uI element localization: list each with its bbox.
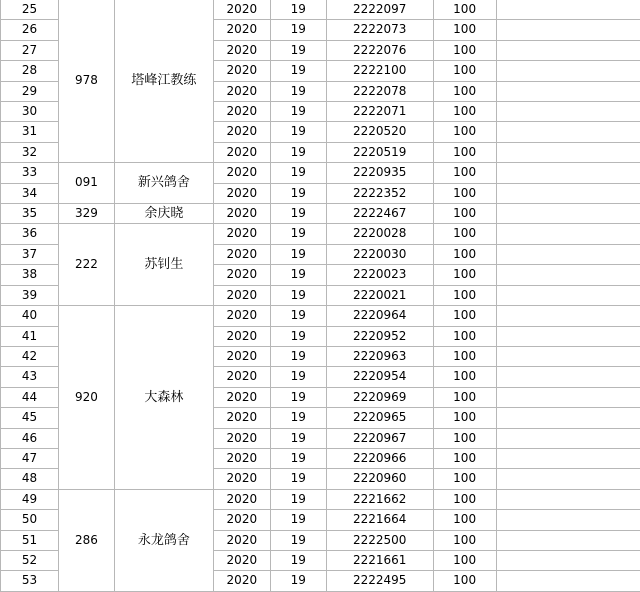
row-index-cell[interactable]: 30 <box>1 102 59 122</box>
empty-cell[interactable] <box>496 122 640 142</box>
age-cell[interactable]: 19 <box>270 20 326 40</box>
empty-cell[interactable] <box>496 61 640 81</box>
empty-cell[interactable] <box>496 102 640 122</box>
ring-number-cell[interactable]: 2220967 <box>326 428 433 448</box>
score-cell[interactable]: 100 <box>433 102 496 122</box>
score-cell[interactable]: 100 <box>433 346 496 366</box>
row-index-cell[interactable]: 42 <box>1 346 59 366</box>
age-cell[interactable]: 19 <box>270 163 326 183</box>
empty-cell[interactable] <box>496 285 640 305</box>
owner-name-cell[interactable]: 塔峰江教练 <box>114 0 213 163</box>
empty-cell[interactable] <box>496 326 640 346</box>
score-cell[interactable]: 100 <box>433 20 496 40</box>
ring-number-cell[interactable]: 2222078 <box>326 81 433 101</box>
row-index-cell[interactable]: 53 <box>1 571 59 591</box>
empty-cell[interactable] <box>496 0 640 20</box>
row-index-cell[interactable]: 29 <box>1 81 59 101</box>
year-cell[interactable]: 2020 <box>213 183 270 203</box>
age-cell[interactable]: 19 <box>270 326 326 346</box>
ring-number-cell[interactable]: 2221661 <box>326 550 433 570</box>
owner-code-cell[interactable]: 286 <box>58 489 114 591</box>
table-row <box>1 489 640 509</box>
empty-cell[interactable] <box>496 387 640 407</box>
empty-cell[interactable] <box>496 81 640 101</box>
table-row <box>1 204 640 224</box>
empty-cell[interactable] <box>496 469 640 489</box>
age-cell[interactable]: 19 <box>270 244 326 264</box>
year-cell[interactable]: 2020 <box>213 489 270 509</box>
row-index-cell[interactable]: 38 <box>1 265 59 285</box>
age-cell[interactable]: 19 <box>270 428 326 448</box>
score-cell[interactable]: 100 <box>433 510 496 530</box>
ring-number-cell[interactable]: 2220965 <box>326 408 433 428</box>
empty-cell[interactable] <box>496 367 640 387</box>
row-index-cell[interactable]: 52 <box>1 550 59 570</box>
age-cell[interactable]: 19 <box>270 224 326 244</box>
row-index-cell[interactable]: 35 <box>1 204 59 224</box>
age-cell[interactable]: 19 <box>270 367 326 387</box>
row-index-cell[interactable]: 26 <box>1 20 59 40</box>
age-cell[interactable]: 19 <box>270 550 326 570</box>
empty-cell[interactable] <box>496 530 640 550</box>
empty-cell[interactable] <box>496 20 640 40</box>
score-cell[interactable]: 100 <box>433 387 496 407</box>
year-cell[interactable]: 2020 <box>213 408 270 428</box>
score-cell[interactable]: 100 <box>433 367 496 387</box>
owner-name-cell[interactable]: 苏钊生 <box>114 224 213 306</box>
year-cell[interactable]: 2020 <box>213 530 270 550</box>
row-index-cell[interactable]: 34 <box>1 183 59 203</box>
ring-number-cell[interactable]: 2222100 <box>326 61 433 81</box>
empty-cell[interactable] <box>496 510 640 530</box>
ring-number-cell[interactable]: 2221662 <box>326 489 433 509</box>
age-cell[interactable]: 19 <box>270 346 326 366</box>
score-cell[interactable]: 100 <box>433 183 496 203</box>
empty-cell[interactable] <box>496 183 640 203</box>
ring-number-cell[interactable]: 2220023 <box>326 265 433 285</box>
owner-name-cell[interactable]: 永龙鸽舍 <box>114 489 213 591</box>
row-index-cell[interactable]: 45 <box>1 408 59 428</box>
score-cell[interactable]: 100 <box>433 81 496 101</box>
ring-number-cell[interactable]: 2222500 <box>326 530 433 550</box>
score-cell[interactable]: 100 <box>433 61 496 81</box>
ring-number-cell[interactable]: 2222352 <box>326 183 433 203</box>
age-cell[interactable]: 19 <box>270 122 326 142</box>
ring-number-cell[interactable]: 2220954 <box>326 367 433 387</box>
row-index-cell[interactable]: 47 <box>1 448 59 468</box>
year-cell[interactable]: 2020 <box>213 40 270 60</box>
row-index-cell[interactable]: 49 <box>1 489 59 509</box>
year-cell[interactable]: 2020 <box>213 326 270 346</box>
score-cell[interactable]: 100 <box>433 326 496 346</box>
age-cell[interactable]: 19 <box>270 204 326 224</box>
row-index-cell[interactable]: 46 <box>1 428 59 448</box>
year-cell[interactable]: 2020 <box>213 204 270 224</box>
empty-cell[interactable] <box>496 142 640 162</box>
age-cell[interactable]: 19 <box>270 306 326 326</box>
year-cell[interactable]: 2020 <box>213 306 270 326</box>
year-cell[interactable]: 2020 <box>213 61 270 81</box>
score-cell[interactable]: 100 <box>433 469 496 489</box>
row-index-cell[interactable]: 37 <box>1 244 59 264</box>
ring-number-cell[interactable]: 2222495 <box>326 571 433 591</box>
owner-code-cell[interactable]: 978 <box>58 0 114 163</box>
score-cell[interactable]: 100 <box>433 244 496 264</box>
ring-number-cell[interactable]: 2220028 <box>326 224 433 244</box>
empty-cell[interactable] <box>496 571 640 591</box>
score-cell[interactable]: 100 <box>433 142 496 162</box>
row-index-cell[interactable]: 25 <box>1 0 59 20</box>
age-cell[interactable]: 19 <box>270 183 326 203</box>
row-index-cell[interactable]: 33 <box>1 163 59 183</box>
empty-cell[interactable] <box>496 40 640 60</box>
ring-number-cell[interactable]: 2222073 <box>326 20 433 40</box>
age-cell[interactable]: 19 <box>270 387 326 407</box>
score-cell[interactable]: 100 <box>433 163 496 183</box>
row-index-cell[interactable]: 48 <box>1 469 59 489</box>
age-cell[interactable]: 19 <box>270 40 326 60</box>
score-cell[interactable]: 100 <box>433 448 496 468</box>
table-row <box>1 306 640 326</box>
empty-cell[interactable] <box>496 448 640 468</box>
year-cell[interactable]: 2020 <box>213 510 270 530</box>
ring-number-cell[interactable]: 2220935 <box>326 163 433 183</box>
score-cell[interactable]: 100 <box>433 122 496 142</box>
year-cell[interactable]: 2020 <box>213 285 270 305</box>
row-index-cell[interactable]: 28 <box>1 61 59 81</box>
ring-number-cell[interactable]: 2222467 <box>326 204 433 224</box>
ring-number-cell[interactable]: 2220021 <box>326 285 433 305</box>
year-cell[interactable]: 2020 <box>213 142 270 162</box>
empty-cell[interactable] <box>496 408 640 428</box>
empty-cell[interactable] <box>496 428 640 448</box>
owner-name-cell[interactable]: 大森林 <box>114 306 213 490</box>
owner-code-cell[interactable]: 091 <box>58 163 114 204</box>
ring-number-cell[interactable]: 2222097 <box>326 0 433 20</box>
year-cell[interactable]: 2020 <box>213 550 270 570</box>
owner-name-cell[interactable]: 新兴鸽舍 <box>114 163 213 204</box>
year-cell[interactable]: 2020 <box>213 428 270 448</box>
year-cell[interactable]: 2020 <box>213 367 270 387</box>
owner-code-cell[interactable]: 222 <box>58 224 114 306</box>
row-index-cell[interactable]: 40 <box>1 306 59 326</box>
year-cell[interactable]: 2020 <box>213 346 270 366</box>
age-cell[interactable]: 19 <box>270 469 326 489</box>
year-cell[interactable]: 2020 <box>213 0 270 20</box>
age-cell[interactable]: 19 <box>270 448 326 468</box>
table-row <box>1 0 640 20</box>
owner-name-cell[interactable]: 余庆晓 <box>114 204 213 224</box>
ring-number-cell[interactable]: 2220030 <box>326 244 433 264</box>
empty-cell[interactable] <box>496 224 640 244</box>
score-cell[interactable]: 100 <box>433 571 496 591</box>
score-cell[interactable]: 100 <box>433 204 496 224</box>
ring-number-cell[interactable]: 2220969 <box>326 387 433 407</box>
ring-number-cell[interactable]: 2222076 <box>326 40 433 60</box>
score-cell[interactable]: 100 <box>433 489 496 509</box>
score-cell[interactable]: 100 <box>433 0 496 20</box>
empty-cell[interactable] <box>496 346 640 366</box>
score-cell[interactable]: 100 <box>433 224 496 244</box>
age-cell[interactable]: 19 <box>270 489 326 509</box>
empty-cell[interactable] <box>496 244 640 264</box>
year-cell[interactable]: 2020 <box>213 244 270 264</box>
year-cell[interactable]: 2020 <box>213 163 270 183</box>
ring-number-cell[interactable]: 2220964 <box>326 306 433 326</box>
row-index-cell[interactable]: 50 <box>1 510 59 530</box>
ring-number-cell[interactable]: 2222071 <box>326 102 433 122</box>
ring-number-cell[interactable]: 2220966 <box>326 448 433 468</box>
year-cell[interactable]: 2020 <box>213 122 270 142</box>
age-cell[interactable]: 19 <box>270 571 326 591</box>
year-cell[interactable]: 2020 <box>213 387 270 407</box>
score-cell[interactable]: 100 <box>433 550 496 570</box>
score-cell[interactable]: 100 <box>433 428 496 448</box>
row-index-cell[interactable]: 41 <box>1 326 59 346</box>
row-index-cell[interactable]: 43 <box>1 367 59 387</box>
year-cell[interactable]: 2020 <box>213 224 270 244</box>
score-cell[interactable]: 100 <box>433 408 496 428</box>
age-cell[interactable]: 19 <box>270 81 326 101</box>
table-row <box>1 224 640 244</box>
age-cell[interactable]: 19 <box>270 530 326 550</box>
year-cell[interactable]: 2020 <box>213 81 270 101</box>
row-index-cell[interactable]: 31 <box>1 122 59 142</box>
score-cell[interactable]: 100 <box>433 530 496 550</box>
row-index-cell[interactable]: 27 <box>1 40 59 60</box>
score-cell[interactable]: 100 <box>433 306 496 326</box>
empty-cell[interactable] <box>496 550 640 570</box>
age-cell[interactable]: 19 <box>270 265 326 285</box>
year-cell[interactable]: 2020 <box>213 571 270 591</box>
ring-number-cell[interactable]: 2221664 <box>326 510 433 530</box>
empty-cell[interactable] <box>496 489 640 509</box>
age-cell[interactable]: 19 <box>270 61 326 81</box>
year-cell[interactable]: 2020 <box>213 469 270 489</box>
age-cell[interactable]: 19 <box>270 408 326 428</box>
ring-number-cell[interactable]: 2220519 <box>326 142 433 162</box>
year-cell[interactable]: 2020 <box>213 448 270 468</box>
score-cell[interactable]: 100 <box>433 40 496 60</box>
row-index-cell[interactable]: 32 <box>1 142 59 162</box>
row-index-cell[interactable]: 39 <box>1 285 59 305</box>
row-index-cell[interactable]: 51 <box>1 530 59 550</box>
ring-number-cell[interactable]: 2220520 <box>326 122 433 142</box>
ring-number-cell[interactable]: 2220960 <box>326 469 433 489</box>
year-cell[interactable]: 2020 <box>213 102 270 122</box>
table-row <box>1 163 640 183</box>
age-cell[interactable]: 19 <box>270 0 326 20</box>
year-cell[interactable]: 2020 <box>213 20 270 40</box>
empty-cell[interactable] <box>496 265 640 285</box>
row-index-cell[interactable]: 36 <box>1 224 59 244</box>
owner-code-cell[interactable]: 329 <box>58 204 114 224</box>
age-cell[interactable]: 19 <box>270 510 326 530</box>
score-cell[interactable]: 100 <box>433 265 496 285</box>
year-cell[interactable]: 2020 <box>213 265 270 285</box>
ring-number-cell[interactable]: 2220963 <box>326 346 433 366</box>
score-cell[interactable]: 100 <box>433 285 496 305</box>
age-cell[interactable]: 19 <box>270 102 326 122</box>
empty-cell[interactable] <box>496 306 640 326</box>
ring-number-cell[interactable]: 2220952 <box>326 326 433 346</box>
empty-cell[interactable] <box>496 204 640 224</box>
empty-cell[interactable] <box>496 163 640 183</box>
owner-code-cell[interactable]: 920 <box>58 306 114 490</box>
row-index-cell[interactable]: 44 <box>1 387 59 407</box>
age-cell[interactable]: 19 <box>270 285 326 305</box>
age-cell[interactable]: 19 <box>270 142 326 162</box>
